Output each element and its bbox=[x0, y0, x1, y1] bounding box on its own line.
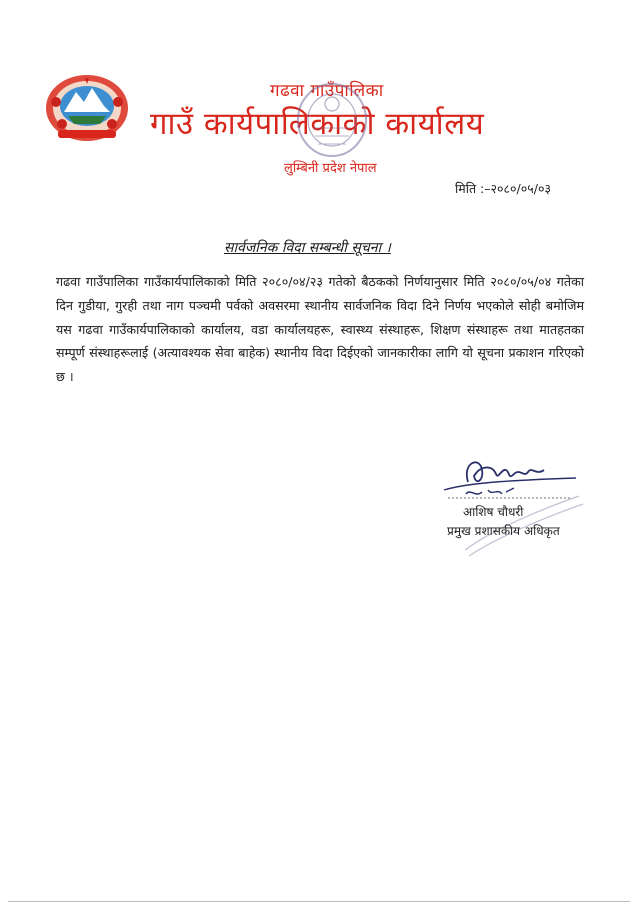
date-value: २०८०/०५/०३ bbox=[490, 181, 551, 196]
office-location: लुम्बिनी प्रदेश नेपाल bbox=[284, 161, 377, 176]
date-line bbox=[455, 180, 551, 197]
office-title: गाउँ कार्यपालिकाको कार्यालय bbox=[150, 106, 485, 142]
notice-body bbox=[56, 270, 584, 389]
date-label: मिति :– bbox=[455, 181, 491, 196]
office-stamp-icon bbox=[293, 80, 371, 162]
page-bottom-rule bbox=[8, 901, 630, 902]
signatory-title: प्रमुख प्रशासकीय अधिकृत bbox=[447, 524, 560, 538]
office-name: गढवा गाउँपालिका bbox=[270, 81, 384, 101]
nepal-emblem-icon bbox=[44, 72, 130, 144]
notice-title: सार्वजनिक विदा सम्बन्धी सूचना । bbox=[224, 240, 391, 256]
signatory-name: आशिष चौधरी bbox=[463, 505, 524, 519]
notice-body-text: गढवा गाउँपालिका गाउँकार्यपालिकाको मिति २०८०/०४/२३ गतेको बैठकको निर्णयानुसार मिति २०८०/०५/०४ गतेका दिन गुडीया, गुरही तथा नाग पञ्चमी पर्वको अवसरमा स्थानीय सार्वजनिक विदा दिने निर्णय भएकोले सोही बमोजिम यस गढवा गाउँकार्यपालिकाको कार्यालय, वडा कार्यालयहरू, स्वास्थ्य संस्थाहरू, शिक्षण संस्थाहरू तथा मातहतका सम्पूर्ण संस्थाहरूलाई (अत्यावश्यक सेवा बाहेक) स्थानीय विदा दिईएको जानकारीका लागि यो सूचना प्रकाशन गरिएको छ । bbox=[56, 274, 584, 385]
